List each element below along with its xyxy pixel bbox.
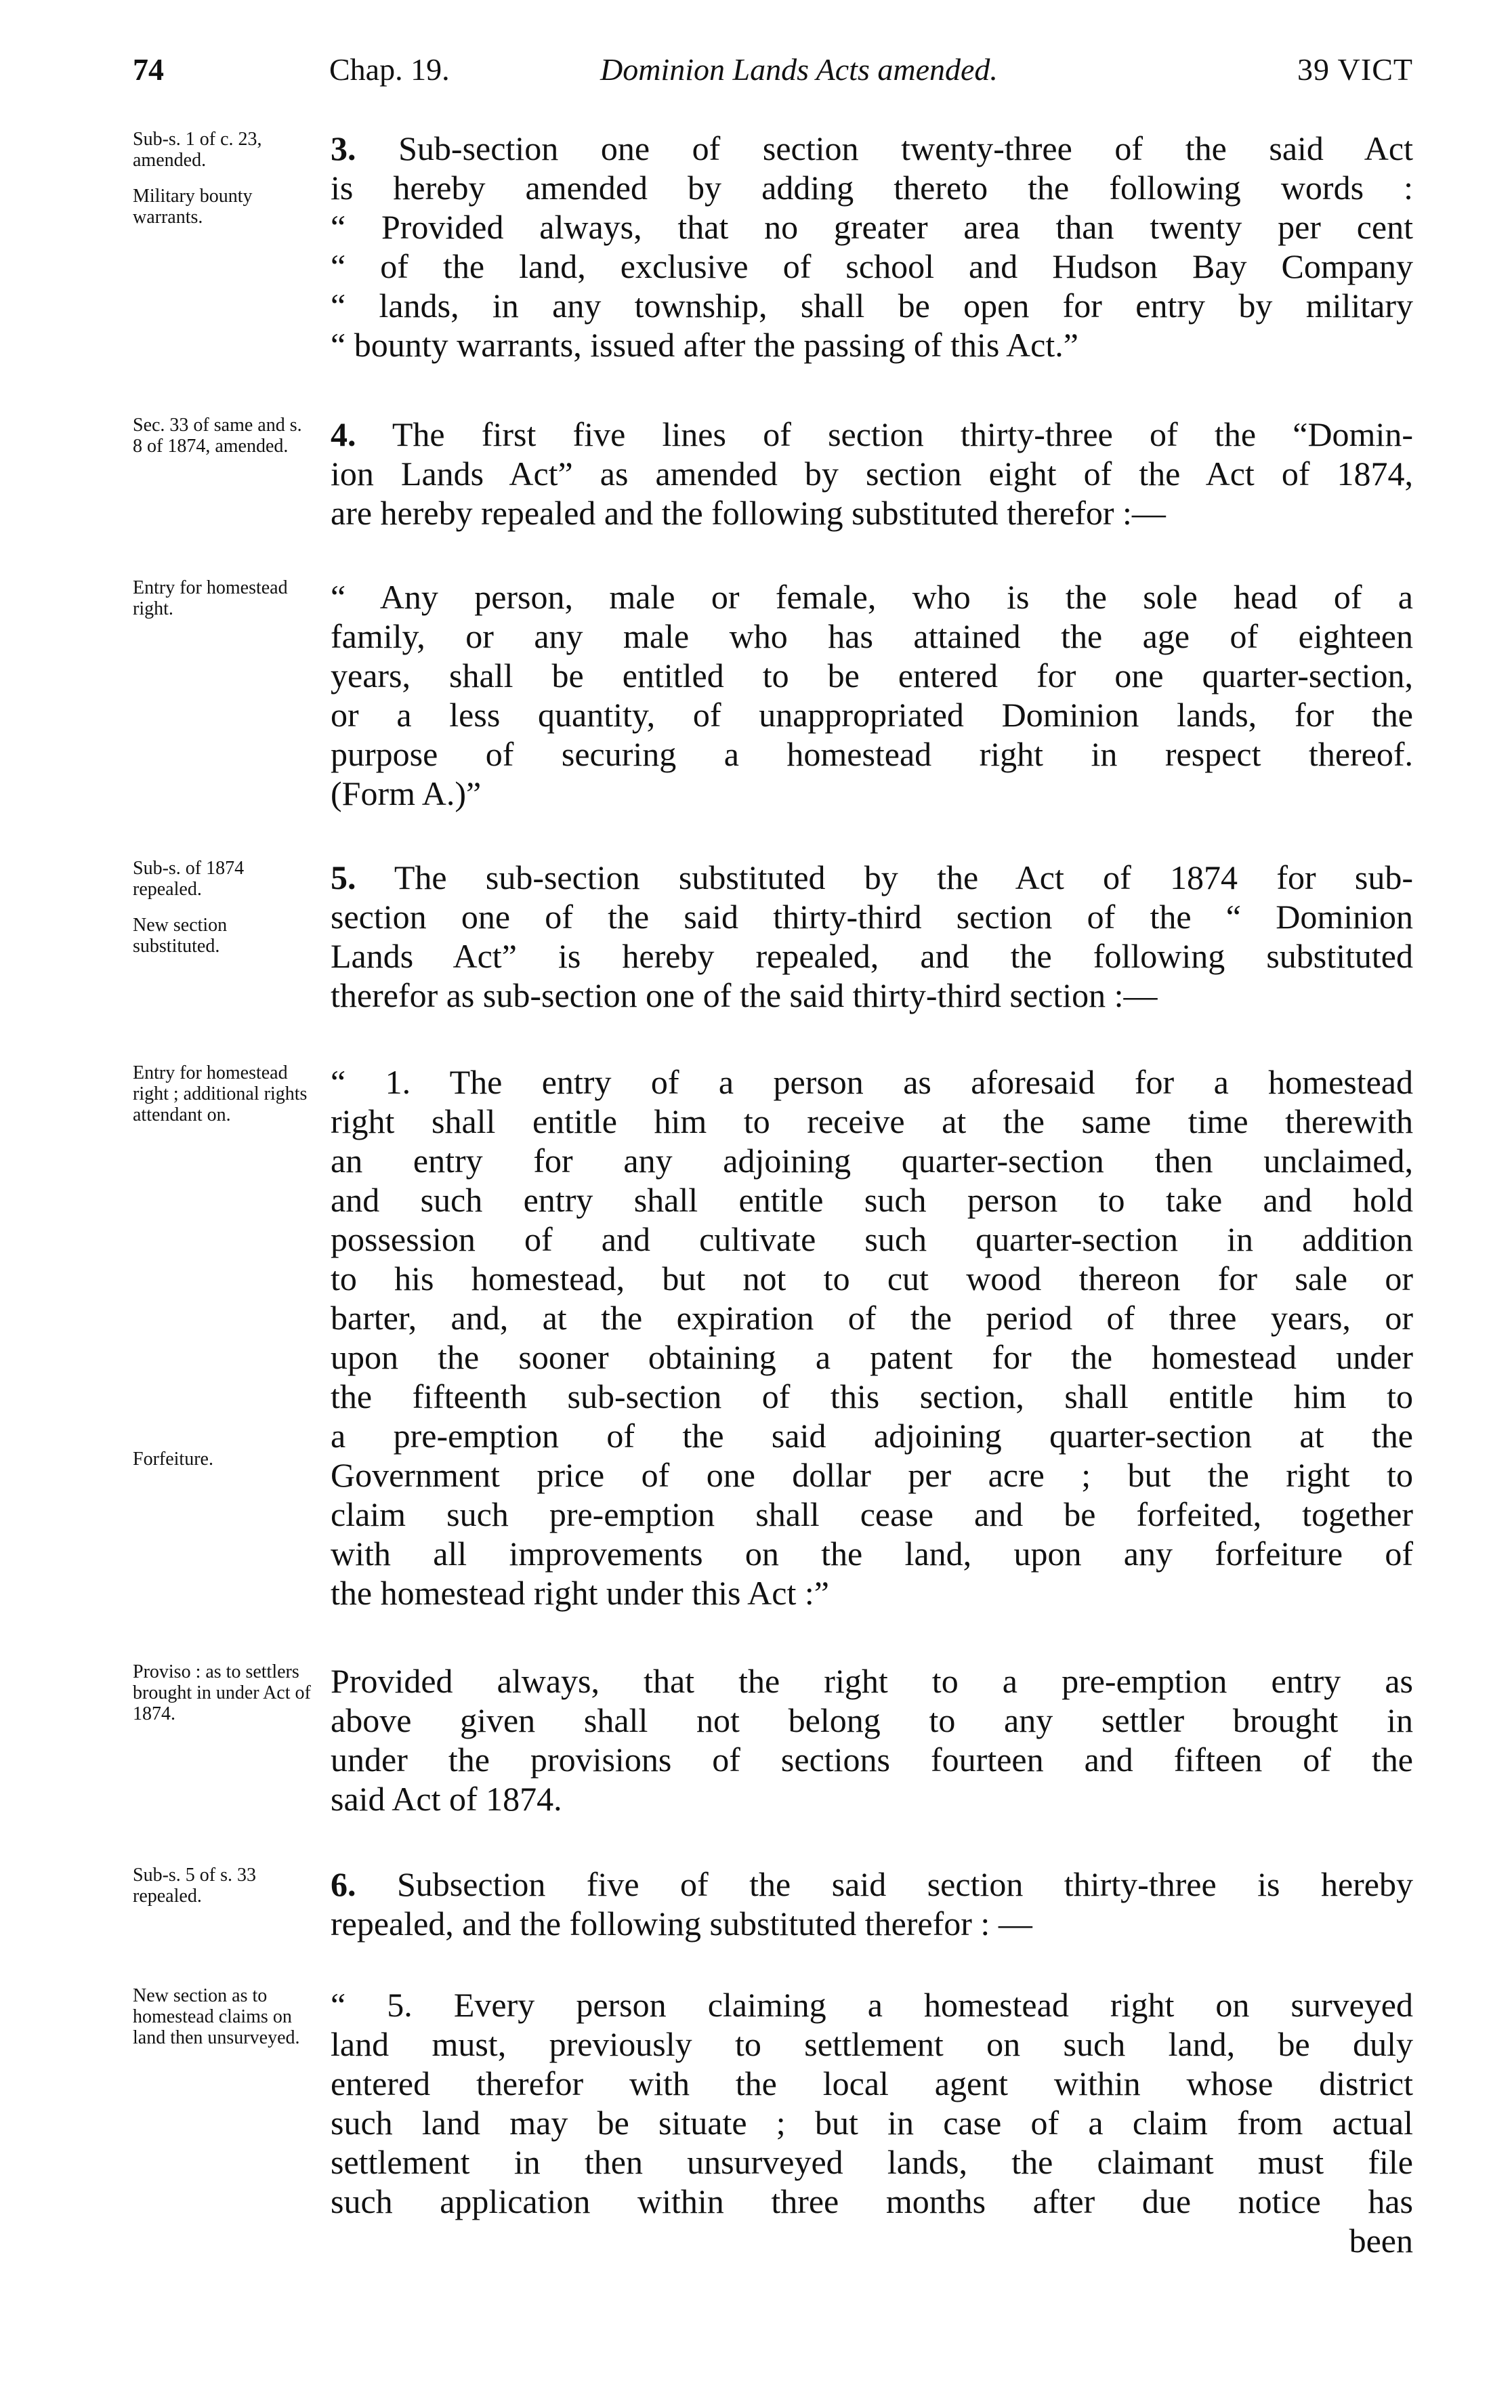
margin-notes	[133, 1865, 316, 1922]
margin-note: New section substituted.	[133, 915, 228, 957]
margin-notes	[133, 858, 316, 972]
margin-notes	[133, 577, 316, 634]
text-line: such application within three months after due notice has	[331, 2182, 1413, 2220]
text-line: with all improvements on the land, upon any forfeiture of	[331, 1535, 1413, 1573]
catchword: been	[1349, 2222, 1413, 2260]
text-line: “ lands, in any township, shall be open for entry by military	[331, 287, 1413, 325]
section-text	[331, 1985, 1413, 2260]
text-line: 3. Sub-section one of section twenty-three of the said Act	[331, 129, 1413, 167]
text-line: under the provisions of sections fourteen and fifteen of the	[331, 1741, 1413, 1779]
text-line: or a less quantity, of unappropriated Dominion lands, for the	[331, 696, 1413, 734]
section-text	[331, 858, 1413, 1015]
margin-note: New section as to homestead claims on land then unsurveyed.	[133, 1985, 300, 2048]
text-line: settlement in then unsurveyed lands, the claimant must file	[331, 2143, 1413, 2181]
section-text	[331, 415, 1413, 533]
margin-note: Entry for homestead right.	[133, 577, 288, 619]
text-line: section one of the said thirty-third section of the “ Dominion	[331, 898, 1413, 936]
page-number: 74	[133, 52, 164, 87]
section-number: 6.	[331, 1865, 356, 1903]
margin-notes	[133, 415, 316, 472]
margin-note: Sec. 33 of same and s. 8 of 1874, amended.	[133, 415, 302, 457]
text-line: “ 1. The entry of a person as aforesaid for a homestead	[331, 1063, 1413, 1101]
text-line: are hereby repealed and the following substituted therefor :—	[331, 494, 1166, 532]
text-line: 4. The first five lines of section thirty-three of the “Domin-	[331, 415, 1413, 453]
text-line: repealed, and the following substituted therefor : —	[331, 1905, 1032, 1943]
text-line: the homestead right under this Act :”	[331, 1574, 829, 1612]
text-line: such land may be situate ; but in case of a claim from actual	[331, 2104, 1413, 2142]
margin-notes	[133, 129, 316, 243]
text-line: Lands Act” is hereby repealed, and the following substituted	[331, 937, 1413, 975]
section-text	[331, 1865, 1413, 1943]
text-line: entered therefor with the local agent within whose district	[331, 2064, 1413, 2102]
margin-note: Sub-s. of 1874 repealed.	[133, 858, 245, 900]
chapter-label: Chap. 19.	[329, 52, 450, 87]
section-text	[331, 1661, 1413, 1819]
text-line: (Form A.)”	[331, 774, 482, 812]
margin-note: Sub-s. 5 of s. 33 repealed.	[133, 1865, 257, 1907]
text-line: purpose of securing a homestead right in respect thereof.	[331, 735, 1413, 773]
text-line: the fifteenth sub-section of this section, shall entitle him to	[331, 1377, 1413, 1415]
text-line: Provided always, that the right to a pre-emption entry as	[331, 1662, 1413, 1700]
section-number: 5.	[331, 858, 356, 896]
margin-note: Proviso : as to settlers brought in under Act of 1874.	[133, 1661, 311, 1724]
section-number: 3.	[331, 129, 356, 167]
text-line: “ 5. Every person claiming a homestead right on surveyed	[331, 1986, 1413, 2024]
margin-note-forfeiture: Forfeiture.	[133, 1449, 213, 1470]
text-line: is hereby amended by adding thereto the following words :	[331, 169, 1413, 207]
text-line: years, shall be entitled to be entered for one quarter-section,	[331, 657, 1413, 694]
text-line: above given shall not belong to any settler brought in	[331, 1701, 1413, 1739]
regnal-year: 39 VICT	[1297, 52, 1413, 87]
text-line: said Act of 1874.	[331, 1780, 562, 1818]
text-line: “ Any person, male or female, who is the sole head of a	[331, 578, 1413, 616]
text-line: upon the sooner obtaining a patent for the homestead under	[331, 1338, 1413, 1376]
running-title: Dominion Lands Acts amended.	[600, 52, 998, 87]
text-line: 5. The sub-section substituted by the Act of 1874 for sub-	[331, 858, 1413, 896]
section-text	[331, 1062, 1413, 1613]
margin-note: Military bounty warrants.	[133, 186, 253, 228]
section-text	[331, 577, 1413, 813]
text-line: possession of and cultivate such quarter-section in addition	[331, 1220, 1413, 1258]
text-line: “ of the land, exclusive of school and Hudson Bay Company	[331, 247, 1413, 285]
page-header	[133, 51, 1413, 99]
text-line: right shall entitle him to receive at the same time therewith	[331, 1102, 1413, 1140]
text-line: a pre-emption of the said adjoining quarter-section at the	[331, 1417, 1413, 1455]
margin-notes-forfeiture	[133, 1449, 316, 1485]
text-line: family, or any male who has attained the age of eighteen	[331, 617, 1413, 655]
text-line: land must, previously to settlement on such land, be duly	[331, 2025, 1413, 2063]
text-line: “ bounty warrants, issued after the passing of this Act.”	[331, 326, 1078, 364]
text-line: “ Provided always, that no greater area than twenty per cent	[331, 208, 1413, 246]
text-line: and such entry shall entitle such person to take and hold	[331, 1181, 1413, 1219]
text-line: barter, and, at the expiration of the period of three years, or	[331, 1299, 1413, 1337]
section-text	[331, 129, 1413, 365]
margin-notes	[133, 1062, 316, 1140]
margin-note: Entry for homestead right ; additional rights attendant on.	[133, 1062, 308, 1125]
margin-note: Sub-s. 1 of c. 23, amended.	[133, 129, 262, 171]
margin-notes	[133, 1661, 316, 1739]
text-line: 6. Subsection five of the said section thirty-three is hereby	[331, 1865, 1413, 1903]
text-line: therefor as sub-section one of the said thirty-third section :—	[331, 976, 1158, 1014]
text-line: an entry for any adjoining quarter-section then unclaimed,	[331, 1142, 1413, 1180]
section-number: 4.	[331, 415, 356, 453]
text-line: to his homestead, but not to cut wood thereon for sale or	[331, 1260, 1413, 1298]
text-line: claim such pre-emption shall cease and be forfeited, together	[331, 1495, 1413, 1533]
text-line: ion Lands Act” as amended by section eight of the Act of 1874,	[331, 455, 1413, 493]
text-line: Government price of one dollar per acre ; but the right to	[331, 1456, 1413, 1494]
margin-notes	[133, 1985, 316, 2063]
